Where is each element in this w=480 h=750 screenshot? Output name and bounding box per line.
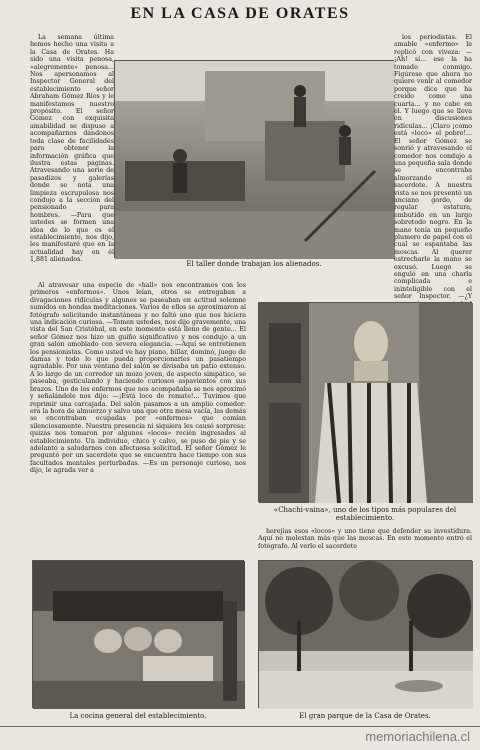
caption-portrait: «Chachi-vaina», uno de los tipos más populares del establecimiento. [273,506,457,522]
article-text-intro: La semana última hemos hecho una visita a la Casa de Orates. Ha sido una visita penosa, «alegremente» penosa... Nos apersonamos al Inspector General del establecimiento señor Abraham Gómez Ríos y le manifestamos nuestro propósito. El señor Gómez con exquisita amabilidad se dispuso a acompañarnos dándonos toda clase de facilidades para obtener la información gráfica que ilustra estas páginas. Atravesando una serie de pasadizos y galerías donde se nota una limpieza escrupulosa nos condujo a la sección del pensionado para hombres. —Para que ustedes se formen una idea de lo que es el establecimiento, nos dijo, les manifestaré que en la actualidad hay en él 1,881 alienados. [30,34,114,264]
park-image [259,561,473,709]
photo-kitchen [32,560,244,708]
photo-portrait-chachi-vaina [258,302,472,502]
photo-park [258,560,472,708]
bottom-rule [0,726,480,727]
caption-workshop: El taller donde trabajan los alienados. [186,260,322,268]
article-text-continuation: herejías esos «locos» y uno tiene que defender su investidura. Aquí no molestan más que las moscas. En este momento entró el fotógrafo. Al verlo el sacerdote [258,528,472,550]
caption-kitchen: La cocina general del establecimiento. [69,712,207,720]
kitchen-image [33,561,245,709]
article-column-right-bottom [258,528,472,556]
page-title: EN LA CASA DE ORATES [130,5,350,22]
workshop-image [115,61,395,259]
article-column-left-body [30,282,246,554]
photo-workshop [114,60,394,258]
article-text-sacerdote: los periodistas. El amable «enfermo» le replicó con viveza: —¡Ah! sí... ese la ha tomado conmigo. Figúrese que ahora no quiere venir al comedor porque dice que ha creído como una cuarta... y no cabe en él. Y luego que se lleva en discusiones ridículas... ¡Claro ¡como está «loco» el pobre!... El señor Gómez se sonrió y atravesando el comedor nos condujo a una pequeña sala donde se encontraba almorzando el sacerdote. A nuestra vista se nos presentó un anciano gordo, de regular estatura, embutido en un largo sobretodo negro. En la mano tenía un pequeño plumero de papel con el cual se espantaba las moscas. Al querer estrecharle la mano se excusó. Luego se enguló en una charla complicada e ininteligible con el señor Inspector. —¿Y [394,34,472,301]
watermark-text: memoriachilena.cl [365,729,470,744]
portrait-image [259,303,473,503]
article-column-right-top [394,34,472,301]
article-column-left-top [30,34,114,280]
caption-park: El gran parque de la Casa de Orates. [299,712,431,720]
article-text-body: Al atravesar una especie de «hall» nos encontramos con los primeros «enfermos». Unos leían, otros se entregaban a divagaciones ridículas y algunos se paseaban en actitud solemne sumidos en hondas meditaciones. Varios de ellos se aproximaron al fotógrafo solicitando instantáneas y no faltó uno que nos hiciera una indicación curiosa. —Tomen ustedes, nos dijo gravemente, una vista del San Cristóbal, en este momento está lleno de gente... El señor Gómez nos hizo un guiño significativo y nos condujo a un gran salón amoblado con severa elegancia. —Aquí se entretienen los pensionistas. Como usted ve hay piano, billar, dominó, juego de damas y todo lo que pueda proporcionarles un pasatiempo agradable. Por una ventana del salón se divisaba un patio extenso. A lo largo de un corredor un mozo joven, de aspecto simpático, se paseaba, gesticulando y haciendo curiosos aspavientos con sus brazos. Uno de los enfermos que nos acompañaba se nos aproximó y señalándole nos dijo: —¡Está loco de remate!... Tuvimos que reprimir una carcajada. Del salón pasamos a un amplio comedor: era la hora de almuerzo y salvo una que otra mesa vacía, las demás se encontraban ocupadas por «enfermos» que comían silenciosamente. Nuestra presencia ni siquiera les causó sorpresa: quizás nos tomaron por algunos «locos» recién ingresados al establecimiento. Un individuo, chico y calvo, se puso de pie y se adelantó a saludarnos con afectuosa solicitud. El señor Gómez le preguntó por un sacerdote que se encuentra hace tiempo con sus facultades mentales perturbadas. —Es un personaje curioso, nos dijo, le agrada ver a [30,282,246,475]
